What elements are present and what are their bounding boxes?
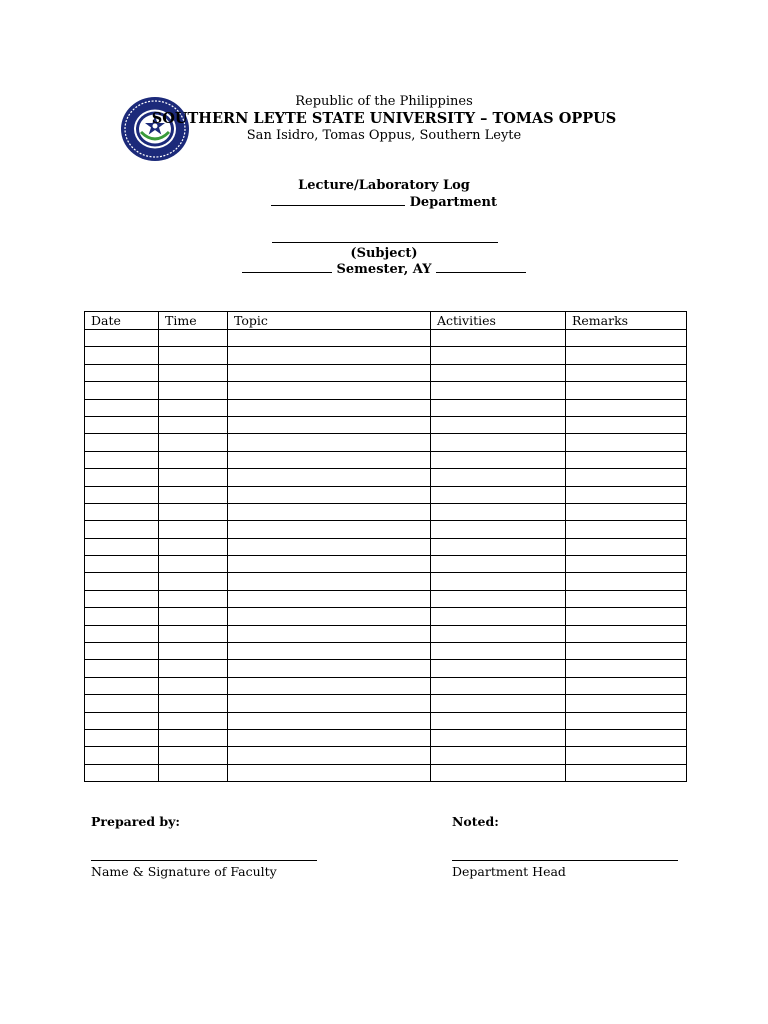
- academic-year-blank[interactable]: [436, 262, 526, 273]
- cell-time[interactable]: [159, 608, 228, 625]
- cell-remarks[interactable]: [566, 556, 687, 573]
- cell-date[interactable]: [85, 503, 159, 520]
- table-row: [85, 695, 687, 712]
- table-row: [85, 486, 687, 503]
- cell-date[interactable]: [85, 643, 159, 660]
- cell-topic[interactable]: [228, 469, 431, 486]
- cell-activities[interactable]: [431, 747, 566, 764]
- table-row: [85, 503, 687, 520]
- cell-date[interactable]: [85, 521, 159, 538]
- cell-topic[interactable]: [228, 660, 431, 677]
- column-header-time: Time: [159, 312, 228, 330]
- cell-remarks[interactable]: [566, 399, 687, 416]
- cell-time[interactable]: [159, 538, 228, 555]
- cell-remarks[interactable]: [566, 608, 687, 625]
- cell-topic[interactable]: [228, 382, 431, 399]
- cell-topic[interactable]: [228, 347, 431, 364]
- cell-remarks[interactable]: [566, 712, 687, 729]
- cell-remarks[interactable]: [566, 747, 687, 764]
- table-row: [85, 451, 687, 468]
- cell-activities[interactable]: [431, 451, 566, 468]
- cell-activities[interactable]: [431, 469, 566, 486]
- cell-time[interactable]: [159, 347, 228, 364]
- cell-date[interactable]: [85, 556, 159, 573]
- cell-remarks[interactable]: [566, 538, 687, 555]
- cell-date[interactable]: [85, 608, 159, 625]
- cell-topic[interactable]: [228, 503, 431, 520]
- university-name: SOUTHERN LEYTE STATE UNIVERSITY – TOMAS OPPUS: [151, 110, 617, 127]
- cell-time[interactable]: [159, 364, 228, 381]
- cell-remarks[interactable]: [566, 573, 687, 590]
- cell-date[interactable]: [85, 399, 159, 416]
- table-row: [85, 625, 687, 642]
- cell-remarks[interactable]: [566, 521, 687, 538]
- table-row: [85, 347, 687, 364]
- table-body: [85, 330, 687, 782]
- cell-topic[interactable]: [228, 521, 431, 538]
- cell-topic[interactable]: [228, 729, 431, 746]
- cell-time[interactable]: [159, 416, 228, 433]
- cell-remarks[interactable]: [566, 695, 687, 712]
- table-row: [85, 434, 687, 451]
- subject-blank[interactable]: [272, 242, 498, 243]
- cell-remarks[interactable]: [566, 503, 687, 520]
- table-row: [85, 747, 687, 764]
- prepared-by-label: Prepared by:: [91, 814, 181, 829]
- cell-activities[interactable]: [431, 521, 566, 538]
- cell-topic[interactable]: [228, 330, 431, 347]
- department-head-label: Department Head: [452, 864, 566, 879]
- faculty-signature-label: Name & Signature of Faculty: [91, 864, 277, 879]
- cell-activities[interactable]: [431, 643, 566, 660]
- cell-topic[interactable]: [228, 399, 431, 416]
- column-header-remarks: Remarks: [566, 312, 687, 330]
- table-header-row: [85, 312, 687, 330]
- table-row: [85, 521, 687, 538]
- cell-topic[interactable]: [228, 451, 431, 468]
- cell-date[interactable]: [85, 330, 159, 347]
- column-header-activities: Activities: [431, 312, 566, 330]
- cell-time[interactable]: [159, 503, 228, 520]
- cell-topic[interactable]: [228, 764, 431, 781]
- cell-activities[interactable]: [431, 399, 566, 416]
- cell-topic[interactable]: [228, 590, 431, 607]
- department-label: Department: [409, 195, 497, 210]
- cell-time[interactable]: [159, 573, 228, 590]
- table-row: [85, 556, 687, 573]
- form-title: Lecture/Laboratory Log: [298, 178, 470, 193]
- cell-time[interactable]: [159, 660, 228, 677]
- table-row: [85, 660, 687, 677]
- cell-time[interactable]: [159, 677, 228, 694]
- cell-remarks[interactable]: [566, 347, 687, 364]
- cell-remarks[interactable]: [566, 677, 687, 694]
- cell-time[interactable]: [159, 399, 228, 416]
- cell-time[interactable]: [159, 521, 228, 538]
- cell-activities[interactable]: [431, 712, 566, 729]
- cell-time[interactable]: [159, 434, 228, 451]
- table-row: [85, 364, 687, 381]
- cell-time[interactable]: [159, 382, 228, 399]
- department-blank[interactable]: [271, 195, 405, 206]
- cell-activities[interactable]: [431, 330, 566, 347]
- cell-date[interactable]: [85, 747, 159, 764]
- cell-date[interactable]: [85, 469, 159, 486]
- cell-date[interactable]: [85, 347, 159, 364]
- department-head-signature-line[interactable]: [452, 860, 678, 861]
- cell-date[interactable]: [85, 364, 159, 381]
- cell-activities[interactable]: [431, 503, 566, 520]
- cell-date[interactable]: [85, 590, 159, 607]
- column-header-date: Date: [85, 312, 159, 330]
- log-table: [84, 311, 687, 782]
- cell-activities[interactable]: [431, 695, 566, 712]
- cell-remarks[interactable]: [566, 416, 687, 433]
- column-header-topic: Topic: [228, 312, 431, 330]
- cell-activities[interactable]: [431, 608, 566, 625]
- table-row: [85, 729, 687, 746]
- cell-time[interactable]: [159, 712, 228, 729]
- cell-topic[interactable]: [228, 677, 431, 694]
- cell-remarks[interactable]: [566, 590, 687, 607]
- cell-time[interactable]: [159, 695, 228, 712]
- noted-label: Noted:: [452, 814, 499, 829]
- semester-line: [0, 262, 768, 277]
- cell-date[interactable]: [85, 677, 159, 694]
- cell-remarks[interactable]: [566, 451, 687, 468]
- cell-remarks[interactable]: [566, 434, 687, 451]
- cell-activities[interactable]: [431, 729, 566, 746]
- cell-remarks[interactable]: [566, 486, 687, 503]
- department-line: [0, 195, 768, 210]
- cell-time[interactable]: [159, 625, 228, 642]
- cell-topic[interactable]: [228, 364, 431, 381]
- cell-time[interactable]: [159, 747, 228, 764]
- cell-remarks[interactable]: [566, 729, 687, 746]
- cell-time[interactable]: [159, 643, 228, 660]
- cell-topic[interactable]: [228, 416, 431, 433]
- cell-date[interactable]: [85, 660, 159, 677]
- cell-date[interactable]: [85, 416, 159, 433]
- cell-topic[interactable]: [228, 486, 431, 503]
- cell-date[interactable]: [85, 434, 159, 451]
- cell-topic[interactable]: [228, 712, 431, 729]
- cell-date[interactable]: [85, 486, 159, 503]
- cell-topic[interactable]: [228, 556, 431, 573]
- cell-remarks[interactable]: [566, 382, 687, 399]
- cell-time[interactable]: [159, 590, 228, 607]
- table-row: [85, 399, 687, 416]
- table-row: [85, 469, 687, 486]
- cell-activities[interactable]: [431, 434, 566, 451]
- cell-time[interactable]: [159, 330, 228, 347]
- cell-topic[interactable]: [228, 538, 431, 555]
- cell-topic[interactable]: [228, 695, 431, 712]
- cell-activities[interactable]: [431, 573, 566, 590]
- cell-date[interactable]: [85, 382, 159, 399]
- subject-label: (Subject): [350, 246, 418, 261]
- table-row: [85, 538, 687, 555]
- cell-activities[interactable]: [431, 538, 566, 555]
- table-row: [85, 382, 687, 399]
- cell-time[interactable]: [159, 764, 228, 781]
- cell-topic[interactable]: [228, 573, 431, 590]
- cell-activities[interactable]: [431, 677, 566, 694]
- cell-topic[interactable]: [228, 747, 431, 764]
- faculty-signature-line[interactable]: [91, 860, 317, 861]
- cell-activities[interactable]: [431, 590, 566, 607]
- table-row: [85, 677, 687, 694]
- table-row: [85, 573, 687, 590]
- cell-topic[interactable]: [228, 434, 431, 451]
- cell-time[interactable]: [159, 729, 228, 746]
- cell-remarks[interactable]: [566, 364, 687, 381]
- cell-remarks[interactable]: [566, 625, 687, 642]
- table-row: [85, 416, 687, 433]
- country-line: Republic of the Philippines: [295, 94, 473, 109]
- table-row: [85, 643, 687, 660]
- cell-activities[interactable]: [431, 416, 566, 433]
- cell-activities[interactable]: [431, 764, 566, 781]
- cell-remarks[interactable]: [566, 764, 687, 781]
- cell-date[interactable]: [85, 625, 159, 642]
- cell-activities[interactable]: [431, 382, 566, 399]
- cell-activities[interactable]: [431, 486, 566, 503]
- cell-date[interactable]: [85, 451, 159, 468]
- cell-activities[interactable]: [431, 347, 566, 364]
- cell-topic[interactable]: [228, 643, 431, 660]
- cell-date[interactable]: [85, 573, 159, 590]
- cell-activities[interactable]: [431, 660, 566, 677]
- semester-label: Semester, AY: [336, 262, 432, 277]
- cell-activities[interactable]: [431, 364, 566, 381]
- university-address: San Isidro, Tomas Oppus, Southern Leyte: [246, 128, 522, 143]
- cell-remarks[interactable]: [566, 643, 687, 660]
- cell-remarks[interactable]: [566, 469, 687, 486]
- table-row: [85, 608, 687, 625]
- cell-time[interactable]: [159, 556, 228, 573]
- cell-date[interactable]: [85, 764, 159, 781]
- cell-time[interactable]: [159, 451, 228, 468]
- cell-topic[interactable]: [228, 625, 431, 642]
- cell-time[interactable]: [159, 486, 228, 503]
- semester-blank[interactable]: [242, 262, 332, 273]
- cell-remarks[interactable]: [566, 660, 687, 677]
- cell-time[interactable]: [159, 469, 228, 486]
- cell-remarks[interactable]: [566, 330, 687, 347]
- cell-date[interactable]: [85, 729, 159, 746]
- cell-date[interactable]: [85, 695, 159, 712]
- cell-activities[interactable]: [431, 556, 566, 573]
- table-row: [85, 712, 687, 729]
- table-row: [85, 764, 687, 781]
- table-row: [85, 330, 687, 347]
- cell-date[interactable]: [85, 712, 159, 729]
- cell-topic[interactable]: [228, 608, 431, 625]
- cell-date[interactable]: [85, 538, 159, 555]
- table-row: [85, 590, 687, 607]
- cell-activities[interactable]: [431, 625, 566, 642]
